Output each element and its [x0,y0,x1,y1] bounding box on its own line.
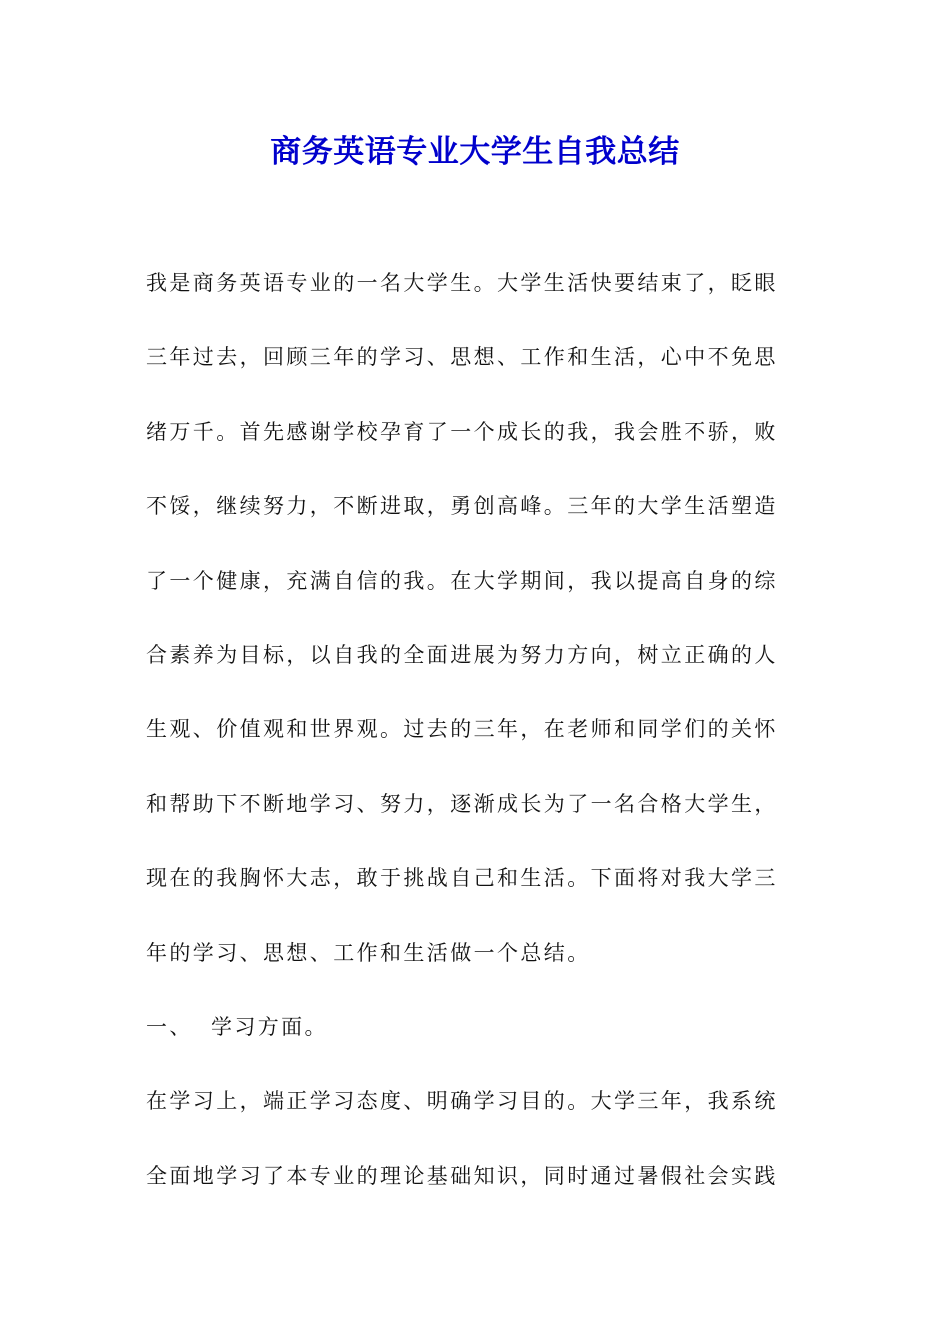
document-title: 商务英语专业大学生自我总结 [270,134,680,170]
section-heading: 一、 学习方面。 [146,1014,328,1039]
body-line: 绪万千。首先感谢学校孕育了一个成长的我，我会胜不骄，败 [146,419,778,444]
body-line: 三年过去，回顾三年的学习、思想、工作和生活，心中不免思 [146,345,778,370]
body-line: 和帮助下不断地学习、努力，逐渐成长为了一名合格大学生， [146,791,778,816]
body-line: 在学习上，端正学习态度、明确学习目的。大学三年，我系统 [146,1089,778,1114]
body-line: 生观、价值观和世界观。过去的三年，在老师和同学们的关怀 [146,717,778,742]
body-line: 不馁，继续努力，不断进取，勇创高峰。三年的大学生活塑造 [146,494,778,519]
body-line: 年的学习、思想、工作和生活做一个总结。 [146,940,591,965]
body-line: 现在的我胸怀大志，敢于挑战自己和生活。下面将对我大学三 [146,866,778,891]
body-line: 了一个健康，充满自信的我。在大学期间，我以提高自身的综 [146,568,778,593]
body-line: 我是商务英语专业的一名大学生。大学生活快要结束了，眨眼 [146,271,778,295]
body-line: 全面地学习了本专业的理论基础知识，同时通过暑假社会实践 [146,1163,778,1188]
body-line: 合素养为目标，以自我的全面进展为努力方向，树立正确的人 [146,642,778,667]
document-body [146,246,806,1213]
